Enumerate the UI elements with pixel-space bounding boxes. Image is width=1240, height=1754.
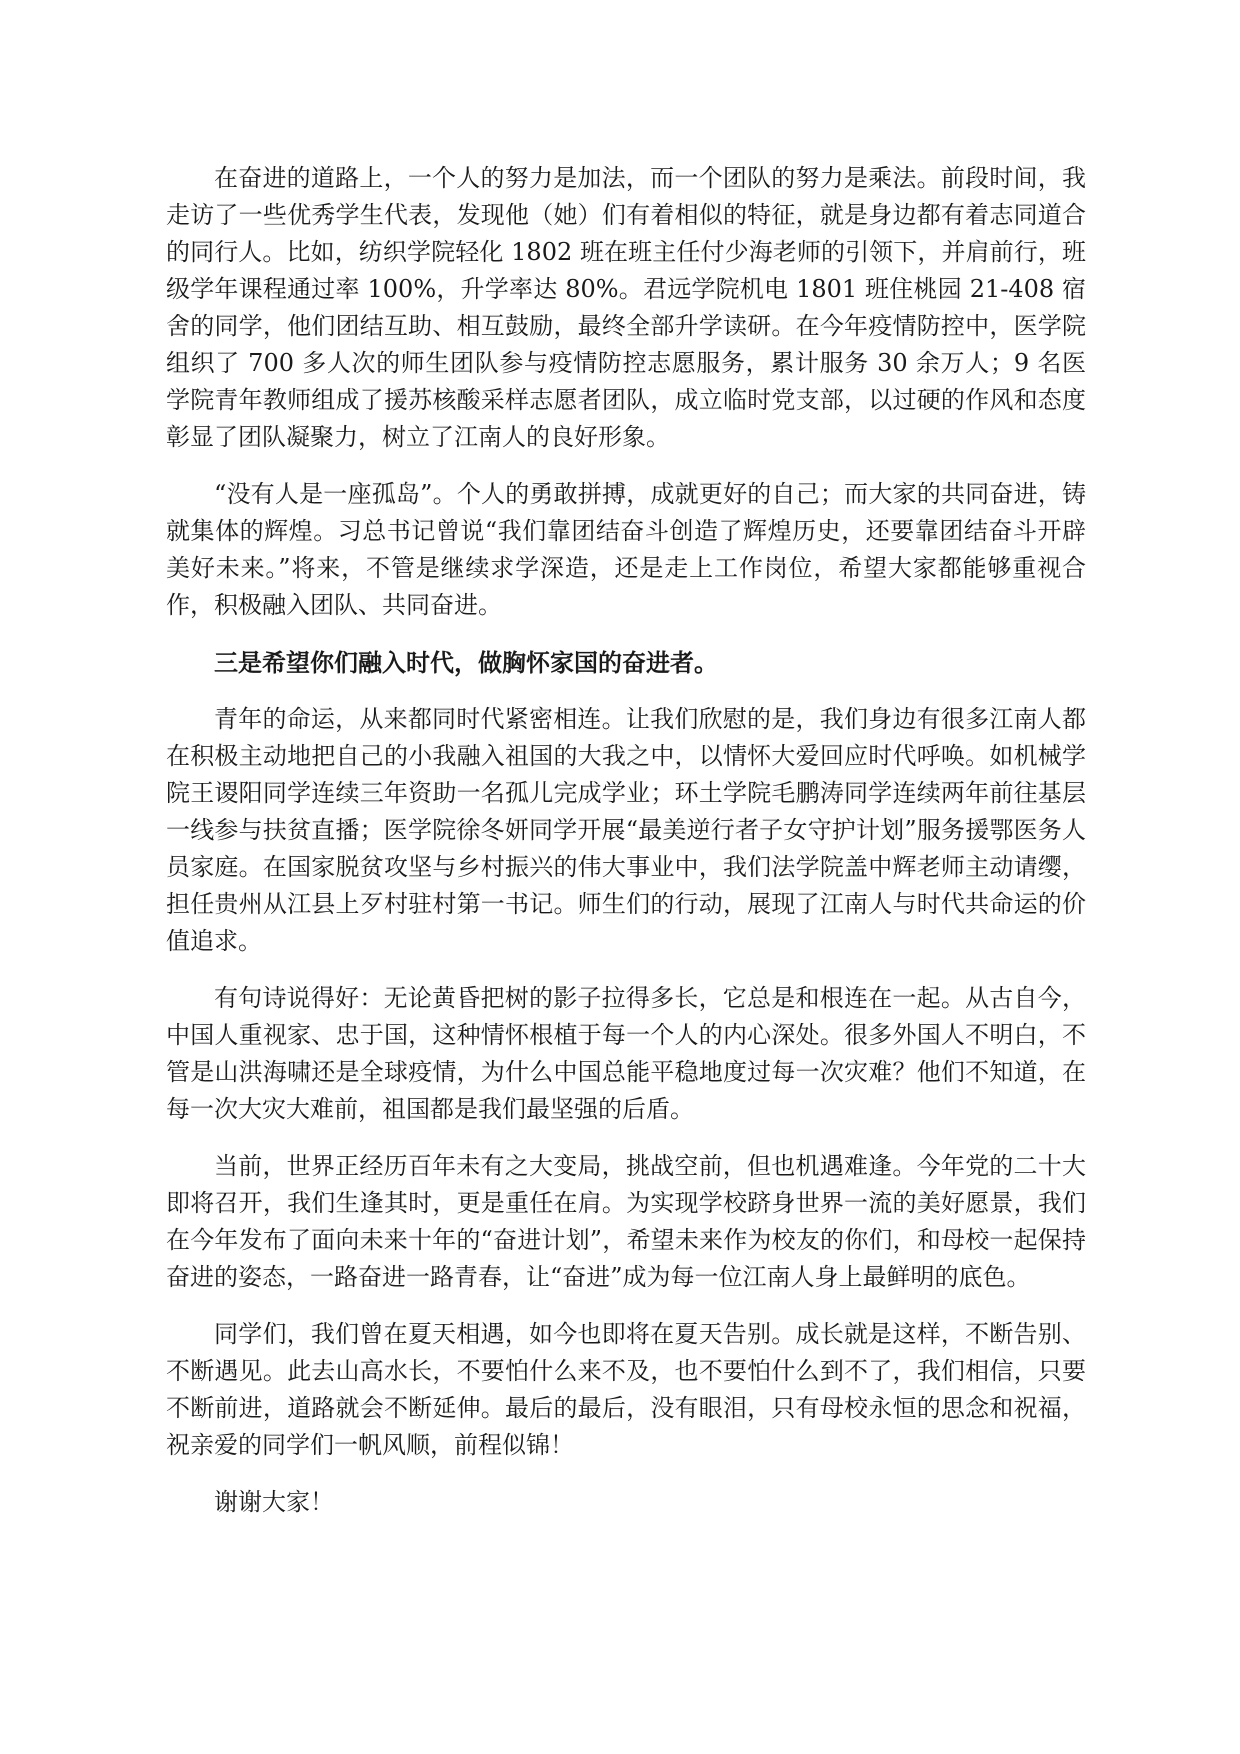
paragraph-poem-roots: 有句诗说得好：无论黄昏把树的影子拉得多长，它总是和根连在一起。从古自今，中国人重视家、忠于国，这种情怀根植于每一个人的内心深处。很多外国人不明白，不管是山洪海啸还是全球疫情，为什么中国总能平稳地度过每一次灾难？他们不知道，在每一次大灾大难前，祖国都是我们最坚强的后盾。	[166, 984, 1086, 1123]
paragraph-farewell: 同学们，我们曾在夏天相遇，如今也即将在夏天告别。成长就是这样，不断告别、不断遇见。此去山高水长，不要怕什么来不及，也不要怕什么到不了，我们相信，只要不断前进，道路就会不断延伸。最后的最后，没有眼泪，只有母校永恒的思念和祝福，祝亲爱的同学们一帆风顺，前程似锦！	[166, 1320, 1086, 1459]
document-body	[166, 160, 1086, 1541]
paragraph-thanks: 谢谢大家！	[214, 1488, 334, 1516]
paragraph-youth-and-era: 青年的命运，从来都同时代紧密相连。让我们欣慰的是，我们身边有很多江南人都在积极主动地把自己的小我融入祖国的大我之中，以情怀大爱回应时代呼唤。如机械学院王谡阳同学连续三年资助一名孤儿完成学业；环土学院毛鹏涛同学连续两年前往基层一线参与扶贫直播；医学院徐冬妍同学开展“最美逆行者子女守护计划”服务援鄂医务人员家庭。在国家脱贫攻坚与乡村振兴的伟大事业中，我们法学院盖中辉老师主动请缨，担任贵州从江县上歹村驻村第一书记。师生们的行动，展现了江南人与时代共命运的价值追求。	[166, 705, 1086, 955]
paragraph-teamwork: 在奋进的道路上，一个人的努力是加法，而一个团队的努力是乘法。前段时间，我走访了一些优秀学生代表，发现他（她）们有着相似的特征，就是身边都有着志同道合的同行人。比如，纺织学院轻化 1802 班在班主任付少海老师的引领下，并肩前行，班级学年课程通过率 100%，升学率达 80%。君远学院机电 1801 班住桃园 21-408 宿舍的同学，他们团结互助、相互鼓励，最终全部升学读研。在今年疫情防控中，医学院组织了 700 多人次的师生团队参与疫情防控志愿服务，累计服务 30 余万人；9 名医学院青年教师组成了援苏核酸采样志愿者团队，成立临时党支部，以过硬的作风和态度彰显了团队凝聚力，树立了江南人的良好形象。	[166, 164, 1086, 451]
section-heading-third-hope: 三是希望你们融入时代，做胸怀家国的奋进者。	[214, 648, 718, 677]
paragraph-current-world: 当前，世界正经历百年未有之大变局，挑战空前，但也机遇难逢。今年党的二十大即将召开，我们生逢其时，更是重任在肩。为实现学校跻身世界一流的美好愿景，我们在今年发布了面向未来十年的“奋进计划”，希望未来作为校友的你们，和母校一起保持奋进的姿态，一路奋进一路青春，让“奋进”成为每一位江南人身上最鲜明的底色。	[166, 1152, 1086, 1291]
paragraph-no-man-is-an-island: “没有人是一座孤岛”。个人的勇敢拼搏，成就更好的自己；而大家的共同奋进，铸就集体的辉煌。习总书记曾说“我们靠团结奋斗创造了辉煌历史，还要靠团结奋斗开辟美好未来。”将来，不管是继续求学深造，还是走上工作岗位，希望大家都能够重视合作，积极融入团队、共同奋进。	[166, 480, 1086, 619]
